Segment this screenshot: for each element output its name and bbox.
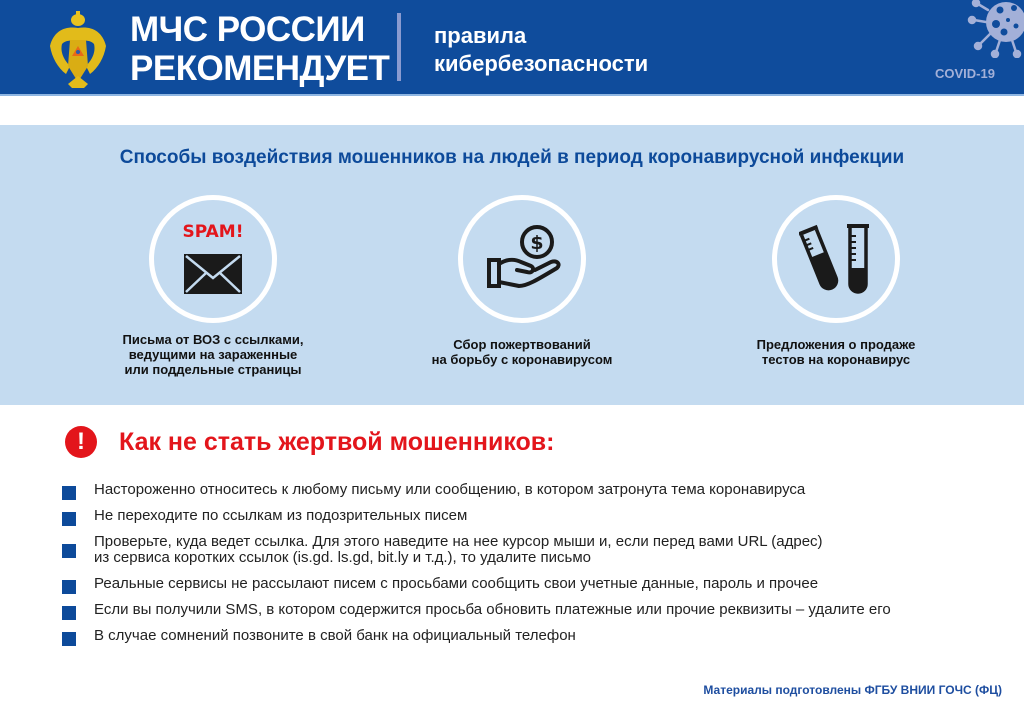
header-divider — [397, 13, 401, 81]
square-bullet-icon — [62, 486, 76, 500]
fraud-methods-section — [0, 125, 1024, 405]
advice-list — [62, 482, 1002, 654]
caption-line: тестов на коронавирус — [761, 352, 911, 367]
square-bullet-icon — [62, 632, 76, 646]
list-item — [62, 602, 1002, 618]
header-title-line2: РЕКОМЕНДУЕТ — [130, 49, 390, 88]
square-bullet-icon — [62, 580, 76, 594]
caption-line: Предложения о продаже — [756, 337, 916, 352]
method-caption — [726, 337, 946, 367]
tip-text: В случае сомнений позвоните в свой банк на официальный телефон — [94, 627, 576, 644]
mchs-emblem-icon — [46, 10, 110, 90]
caption-line: или поддельные страницы — [124, 362, 302, 377]
footer-credit: Материалы подготовлены ФГБУ ВНИИ ГОЧС (ФЦ) — [703, 683, 1002, 697]
spam-label: SPAM! — [182, 222, 244, 242]
method-icon-circle — [458, 195, 586, 323]
test-tubes-icon — [799, 222, 879, 298]
list-item — [62, 508, 1002, 524]
exclamation-icon: ! — [65, 426, 97, 458]
tip-text: Реальные сервисы не рассылают писем с просьбами сообщить свои учетные данные, пароль и прочее — [94, 575, 819, 592]
envelope-icon — [184, 254, 242, 294]
list-item — [62, 628, 1002, 644]
virus-icon — [962, 0, 1024, 58]
advice-title: Как не стать жертвой мошенников: — [119, 428, 555, 456]
square-bullet-icon — [62, 512, 76, 526]
header-subtitle — [434, 22, 648, 78]
tip-text: Не переходите по ссылкам из подозрительных писем — [94, 507, 468, 524]
list-item — [62, 534, 1002, 566]
method-icon-circle — [772, 195, 900, 323]
tip-text: Настороженно относитесь к любому письму или сообщению, в котором затронута тема коронавируса — [94, 481, 806, 498]
header-subtitle-line2: кибербезопасности — [434, 51, 649, 76]
method-icon-circle — [149, 195, 277, 323]
caption-line: на борьбу с коронавирусом — [431, 352, 613, 367]
method-card-donations — [412, 195, 632, 367]
caption-line: Письма от ВОЗ с ссылками, — [122, 332, 304, 347]
donation-hand-icon — [485, 224, 563, 292]
list-item — [62, 482, 1002, 498]
header-title-line1: МЧС РОССИИ — [130, 10, 365, 49]
method-card-tests — [726, 195, 946, 367]
method-caption — [103, 332, 323, 377]
section-title: Способы воздействия мошенников на людей в период коронавирусной инфекции — [119, 147, 905, 168]
list-item — [62, 576, 1002, 592]
method-card-spam — [103, 195, 323, 377]
caption-line: Сбор пожертвований — [453, 337, 591, 352]
square-bullet-icon — [62, 606, 76, 620]
caption-line: ведущими на зараженные — [128, 347, 298, 362]
header-banner — [0, 0, 1024, 96]
svg-text:$: $ — [530, 232, 544, 254]
covid-badge: COVID-19 — [935, 66, 995, 81]
tip-text: Если вы получили SMS, в котором содержится просьба обновить платежные или прочие реквизиты – удалите его — [94, 601, 891, 618]
tip-text-line1: Проверьте, куда ведет ссылка. Для этого наведите на нее курсор мыши и, если перед вами URL (адрес) — [94, 533, 823, 550]
header-title — [130, 10, 389, 88]
method-caption — [412, 337, 632, 367]
square-bullet-icon — [62, 544, 76, 558]
tip-text-line2: из сервиса коротких ссылок (is.gd. ls.gd, bit.ly и т.д.), то удалите письмо — [94, 549, 591, 566]
header-subtitle-line1: правила — [434, 23, 527, 48]
